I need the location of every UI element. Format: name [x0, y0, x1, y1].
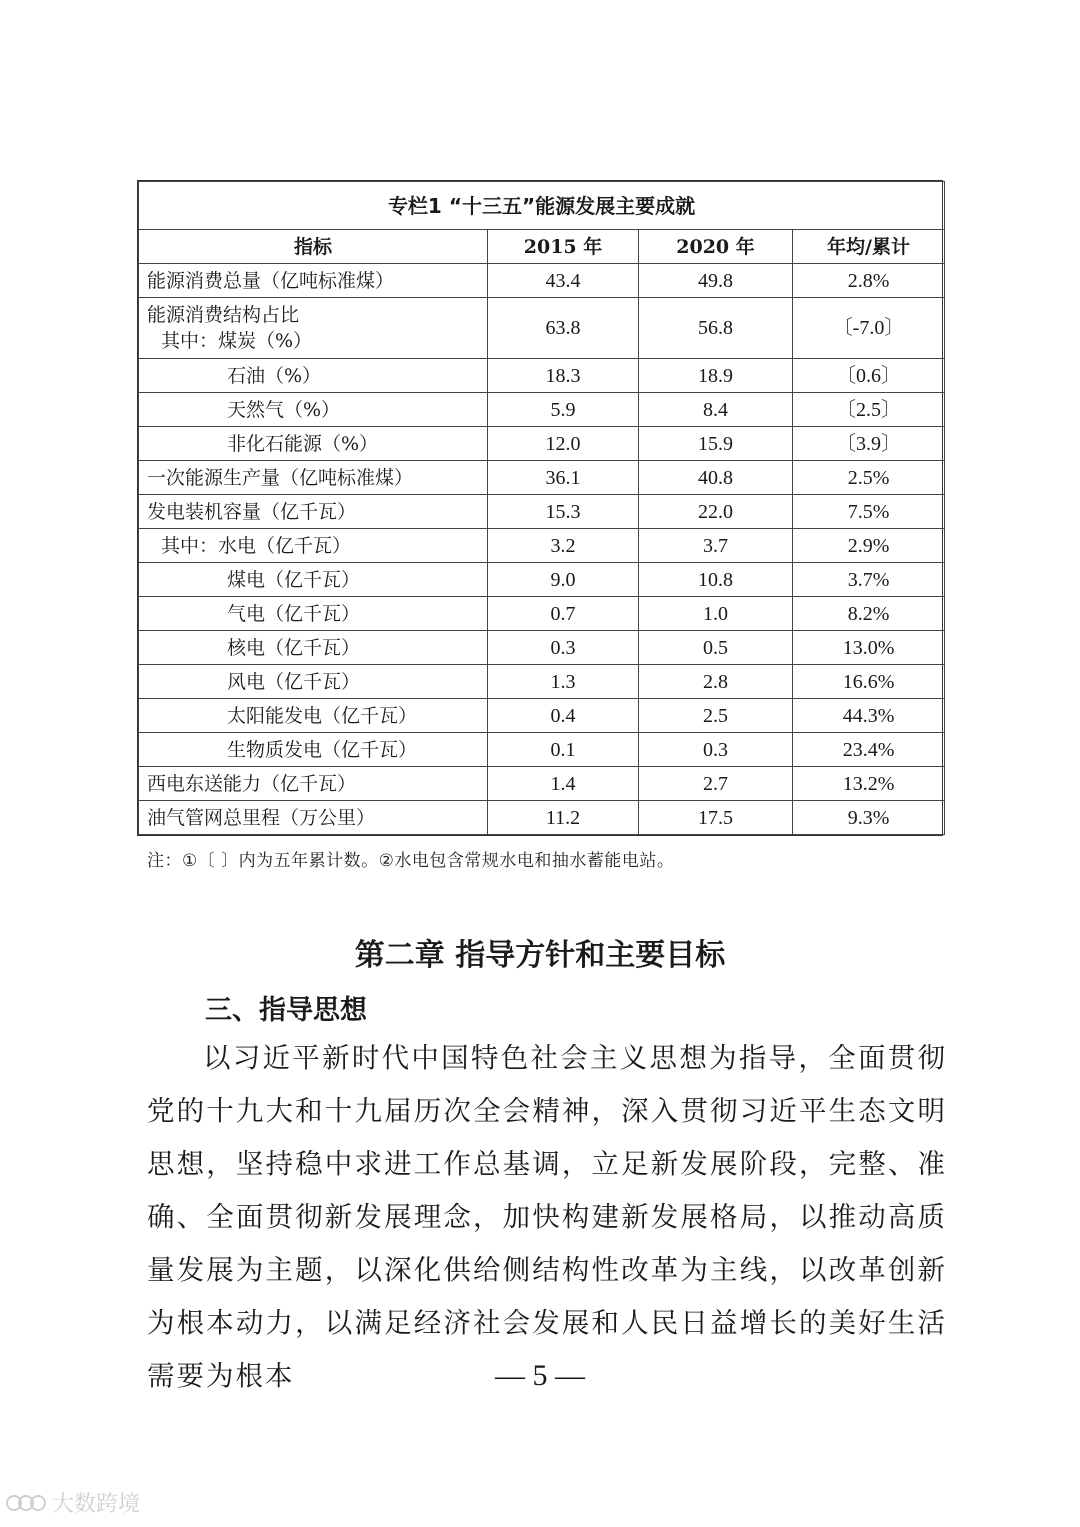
- value-2015: 36.1: [488, 461, 639, 495]
- value-2020: 10.8: [639, 563, 793, 597]
- row-label: [139, 298, 488, 359]
- table-row: [139, 495, 945, 529]
- page-number: — 5 —: [495, 1359, 585, 1392]
- value-2020: 56.8: [639, 298, 793, 359]
- row-label: 石油（%）: [139, 359, 488, 393]
- watermark-text: 大数跨境: [52, 1492, 141, 1517]
- value-2020: 22.0: [639, 495, 793, 529]
- row-label: 风电（亿千瓦）: [139, 665, 488, 699]
- value-average: 23.4%: [793, 733, 945, 767]
- value-2015: 3.2: [488, 529, 639, 563]
- table-row: [139, 529, 945, 563]
- table-row: [139, 767, 945, 801]
- table-row: [139, 597, 945, 631]
- watermark-logo-icon: [6, 1492, 46, 1514]
- row-label: 太阳能发电（亿千瓦）: [139, 699, 488, 733]
- header-average: 年均/累计: [793, 230, 945, 264]
- row-label: 能源消费总量（亿吨标准煤）: [139, 264, 488, 298]
- row-label: 天然气（%）: [139, 393, 488, 427]
- value-average: 16.6%: [793, 665, 945, 699]
- row-label: 生物质发电（亿千瓦）: [139, 733, 488, 767]
- table-caption: 专栏1 “十三五”能源发展主要成就: [139, 182, 945, 230]
- value-2020: 18.9: [639, 359, 793, 393]
- header-indicator: 指标: [139, 230, 488, 264]
- value-average: 〔-7.0〕: [793, 298, 945, 359]
- achievements-table: [137, 180, 943, 836]
- value-2020: 3.7: [639, 529, 793, 563]
- value-2020: 40.8: [639, 461, 793, 495]
- value-2015: 9.0: [488, 563, 639, 597]
- value-average: 2.9%: [793, 529, 945, 563]
- row-label: 油气管网总里程（万公里）: [139, 801, 488, 835]
- table-row: [139, 665, 945, 699]
- value-2015: 0.7: [488, 597, 639, 631]
- row-label-line2: 其中：煤炭（%）: [161, 330, 313, 352]
- value-2015: 11.2: [488, 801, 639, 835]
- value-2015: 12.0: [488, 427, 639, 461]
- section-title: 三、指导思想: [205, 995, 367, 1026]
- row-label: 其中：水电（亿千瓦）: [139, 529, 488, 563]
- value-2015: 0.4: [488, 699, 639, 733]
- value-2015: 63.8: [488, 298, 639, 359]
- table-row: [139, 461, 945, 495]
- table-row: [139, 563, 945, 597]
- value-2015: 18.3: [488, 359, 639, 393]
- value-average: 〔2.5〕: [793, 393, 945, 427]
- value-2020: 1.0: [639, 597, 793, 631]
- value-2020: 49.8: [639, 264, 793, 298]
- value-2015: 15.3: [488, 495, 639, 529]
- value-2015: 0.3: [488, 631, 639, 665]
- value-average: 2.8%: [793, 264, 945, 298]
- chapter-title: 第二章 指导方针和主要目标: [354, 938, 726, 973]
- row-label: 发电装机容量（亿千瓦）: [139, 495, 488, 529]
- value-average: 〔3.9〕: [793, 427, 945, 461]
- table-row: [139, 427, 945, 461]
- value-2020: 15.9: [639, 427, 793, 461]
- row-label: 煤电（亿千瓦）: [139, 563, 488, 597]
- value-2015: 1.4: [488, 767, 639, 801]
- table-row: [139, 359, 945, 393]
- value-average: 13.0%: [793, 631, 945, 665]
- value-2020: 2.5: [639, 699, 793, 733]
- value-average: 44.3%: [793, 699, 945, 733]
- row-label: 一次能源生产量（亿吨标准煤）: [139, 461, 488, 495]
- table-row: [139, 298, 945, 359]
- watermark: [6, 1487, 140, 1518]
- value-2015: 1.3: [488, 665, 639, 699]
- header-2020: 2020 年: [639, 230, 793, 264]
- value-2020: 0.5: [639, 631, 793, 665]
- value-average: 〔0.6〕: [793, 359, 945, 393]
- value-2020: 0.3: [639, 733, 793, 767]
- value-average: 9.3%: [793, 801, 945, 835]
- value-2020: 17.5: [639, 801, 793, 835]
- value-average: 2.5%: [793, 461, 945, 495]
- value-2020: 2.7: [639, 767, 793, 801]
- row-label: 西电东送能力（亿千瓦）: [139, 767, 488, 801]
- row-label: 气电（亿千瓦）: [139, 597, 488, 631]
- value-2015: 5.9: [488, 393, 639, 427]
- table-row: [139, 801, 945, 835]
- header-2015: 2015 年: [488, 230, 639, 264]
- value-average: 8.2%: [793, 597, 945, 631]
- value-average: 13.2%: [793, 767, 945, 801]
- row-label-line1: 能源消费结构占比: [147, 304, 300, 326]
- table-note: 注：①〔 〕内为五年累计数。②水电包含常规水电和抽水蓄能电站。: [147, 851, 675, 871]
- body-paragraph: 以习近平新时代中国特色社会主义思想为指导，全面贯彻党的十九大和十九届历次全会精神，深入贯彻习近平生态文明思想，坚持稳中求进工作总基调，立足新发展阶段，完整、准确、全面贯彻新发展理念，加快构建新发展格局，以推动高质量发展为主题，以深化供给侧结构性改革为主线，以改革创新为根本动力，以满足经济社会发展和人民日益增长的美好生活需要为根本: [147, 1042, 947, 1392]
- table-row: [139, 733, 945, 767]
- value-2015: 43.4: [488, 264, 639, 298]
- row-label: 核电（亿千瓦）: [139, 631, 488, 665]
- value-2015: 0.1: [488, 733, 639, 767]
- table-row: [139, 393, 945, 427]
- table-row: [139, 699, 945, 733]
- value-2020: 8.4: [639, 393, 793, 427]
- table-row: [139, 631, 945, 665]
- value-2020: 2.8: [639, 665, 793, 699]
- table-row: [139, 264, 945, 298]
- value-average: 3.7%: [793, 563, 945, 597]
- value-average: 7.5%: [793, 495, 945, 529]
- row-label: 非化石能源（%）: [139, 427, 488, 461]
